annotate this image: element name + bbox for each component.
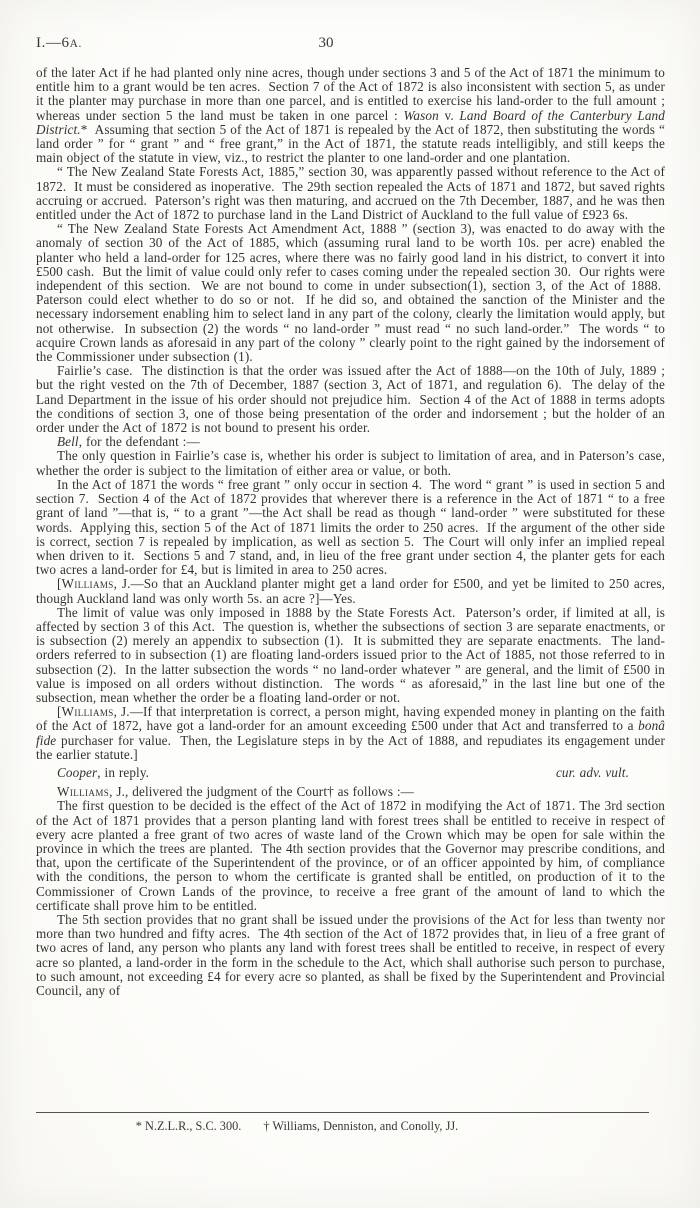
paragraph-6 bbox=[36, 449, 665, 477]
paragraph-12 bbox=[36, 785, 665, 799]
text-run: , in reply. bbox=[97, 765, 150, 781]
paragraph-3 bbox=[36, 222, 665, 364]
paragraph-4 bbox=[36, 364, 665, 435]
italic-run: Cooper bbox=[57, 765, 98, 781]
paragraph-14 bbox=[36, 913, 665, 998]
smallcaps-run: Williams bbox=[61, 704, 114, 720]
text-run: “ The New Zealand State Forests Act, 1885,” section 30, was apparently passed without reference to the Act of 1872. It must be considered as inoperative. The 29th section repealed the Acts of 1871 and 1872, but saved rights accruing or accrued. Paterson’s right was then maturing, and accrued on the 7th December, 1887, and he was then entitled under the Act of 1872 to purchase land in the Land District of Auckland to the full value of £923 6s. bbox=[36, 164, 665, 223]
text-run: The only question in Fairlie’s case is, whether his order is subject to limitation of area, and in Paterson’s case, whether the order is subject to the limitation of either area or value, or both. bbox=[36, 448, 665, 478]
series-main: I.—6 bbox=[36, 35, 70, 51]
text-run: , J., delivered the judgment of the Court† as follows :— bbox=[109, 784, 414, 800]
footnotes bbox=[36, 1119, 558, 1134]
paragraph-10 bbox=[36, 705, 665, 762]
page-header bbox=[36, 35, 665, 55]
text-run: , J.—So that an Auckland planter might get a land order for £500, and yet be limited to 250 acres, though Auckland land was only worth 5s. an acre ?]—Yes. bbox=[36, 576, 665, 606]
series-suffix: A. bbox=[69, 38, 83, 50]
footnote-citation: * N.Z.L.R., S.C. 300. bbox=[135, 1119, 242, 1133]
italic-run: Bell bbox=[57, 434, 79, 450]
text-run: , for the defendant :— bbox=[78, 434, 200, 450]
paragraph-11 bbox=[36, 766, 665, 780]
paragraph-5 bbox=[36, 435, 665, 449]
footnote-divider bbox=[36, 1112, 649, 1113]
text-run: v. bbox=[438, 107, 460, 123]
page-number: 30 bbox=[318, 35, 334, 51]
paragraph-7 bbox=[36, 478, 665, 577]
text-run: , J.—If that interpretation is correct, a person might, having expended money in planting on the faith of the Act of 1872, have got a land-order for an amount exceeding £500 under that Act and transferred to a bbox=[36, 704, 665, 734]
cur-adv-vult-note: cur. adv. vult. bbox=[555, 765, 629, 781]
paragraph-1 bbox=[36, 66, 665, 165]
paragraph-9 bbox=[36, 606, 665, 705]
smallcaps-run: Williams bbox=[57, 784, 110, 800]
text-run: “ The New Zealand State Forests Act Amendment Act, 1888 ” (section 3), was enacted to do away with the anomaly of section 30 of the Act of 1885, which (assuming rural land to be worth 10s. per acre) enabled the planter who held a land-order for 125 acres, where there was no fairly good land in his district, to convert it into £500 cash. But the limit of value could only refer to cases coming under the repealed section 30. Our rights were independent of this section. We are not bound to come in under subsection(1), section 3, of the Act of 1888. Paterson could elect whether to do so or not. If he did so, and obtained the sanction of the Minister and the necessary indorsement enabling him to select land in any part of the colony, clearly the limitation would apply, but not otherwise. In subsection (2) the words “ no land-order ” must read “ no such land-order.” The words “ to acquire Crown lands as aforesaid in any part of the colony ” clearly point to the right gained by the indorsement of the Commissioner under subsection (1). bbox=[36, 221, 665, 365]
paragraph-8 bbox=[36, 577, 665, 605]
italic-run: Land Board of the Canterbury Land District. bbox=[36, 107, 665, 137]
text-run: purchaser for value. Then, the Legislature steps in by the Act of 1888, and repudiates its engagement under the earlier statute.] bbox=[36, 732, 665, 762]
judgment-text bbox=[36, 66, 665, 998]
smallcaps-run: Williams bbox=[61, 576, 114, 592]
italic-run: bonâ fide bbox=[36, 718, 665, 748]
text-run: The first question to be decided is the effect of the Act of 1872 in modifying the Act of 1871. The 3rd section of the Act of 1871 provides that a person planting land with forest trees shall be entitled to receive in respect of every acre planted a free grant of two acres of waste land of the Crown which may be open for sale within the province in which the trees are planted. The 4th section provides that the Governor may prescribe conditions, and that, upon the certificate of the Superintendent of the province, or of an officer appointed by him, of compliance with the conditions, the person to whom the certificate is granted shall be entitled, on production of it to the Commissioner of Crown Lands of the province, to receive a free grant of the amount of land to which the certificate shall prove him to be entitled. bbox=[36, 798, 665, 913]
text-run: [ bbox=[57, 704, 62, 720]
italic-run: Wason bbox=[403, 107, 439, 123]
report-series-label bbox=[36, 35, 82, 52]
text-run: The limit of value was only imposed in 1888 by the State Forests Act. Paterson’s order, if limited at all, is affected by section 3 of this Act. The question is, whether the subsections of section 3 are separate enactments, or is subsection (2) merely an appendix to subsection (1). It is submitted they are separate enactments. The land-orders referred to in subsection (1) are floating land-orders issued prior to the Act of 1885, not those referred to in subsection (2). In the latter subsection the words “ no land-order whatever ” are general, and the limit of £500 in value is imposed on all orders without distinction. The words “ as aforesaid,” in the last line but one of the subsection, mean whether the order be a floating land-order or not. bbox=[36, 604, 665, 705]
text-run: In the Act of 1871 the words “ free grant ” only occur in section 4. The word “ grant ” is used in section 5 and section 7. Section 4 of the Act of 1872 provides that wherever there is a reference in the Act of 1871 “ to a free grant of land ”—that is, “ to a grant ”—the Act shall be read as though “ land-order ” were substituted for these words. Applying this, section 5 of the Act of 1871 limits the order to 250 acres. If the argument of the other side is correct, section 7 is repealed by implication, as well as section 5. The Court will only infer an implied repeal when driven to it. Sections 5 and 7 stand, and, in lieu of the free grant under section 4, the planter gets for each two acres a land-order for £4, but is limited in area to 250 acres. bbox=[36, 476, 665, 578]
text-run: The 5th section provides that no grant shall be issued under the provisions of the Act for less than twenty nor more than two hundred and fifty acres. The 4th section of the Act of 1872 provides that, in lieu of a free grant of two acres of land, any person who plants any land with forest trees shall be entitled to receive, in respect of every acre so planted, a land-order in the form in the schedule to the Act, which shall authorise such person to purchase, to such amount, not exceeding £4 for every acre so planted, as shall be fixed by the Superintendent and Provincial Council, any of bbox=[36, 911, 665, 998]
text-run: * Assuming that section 5 of the Act of 1871 is repealed by the Act of 1872, then substituting the words “ land order ” for “ grant ” and “ free grant,” in the Act of 1871, the statute reads intelligibly, and still keeps the main object of the statute in view, viz., to restrict the planter to one land-order and one plantation. bbox=[36, 121, 665, 166]
paragraph-2 bbox=[36, 165, 665, 222]
footnote-judges: † Williams, Denniston, and Conolly, JJ. bbox=[263, 1119, 459, 1133]
paragraph-13 bbox=[36, 799, 665, 913]
text-run: of the later Act if he had planted only nine acres, though under sections 3 and 5 of the Act of 1871 the minimum to entitle him to a grant would be ten acres. Section 7 of the Act of 1872 is also inconsistent with section 5, as under it the planter may purchase in more than one parcel, and is entitled to exercise his land-order to the full amount ; whereas under section 5 the land must be taken in one parcel : bbox=[36, 65, 665, 123]
text-run: [ bbox=[57, 576, 62, 592]
text-run: Fairlie’s case. The distinction is that the order was issued after the Act of 1888—on the 10th of July, 1889 ; but the right vested on the 7th of December, 1887 (section 3, Act of 1871, and regulation 6). The delay of the Land Department in the issue of his order should not prejudice him. Section 4 of the Act of 1888 in terms adopts the conditions of section 3, one of those being presentation of the order and indorsement ; but the holder of an order under the Act of 1872 is not bound to present his order. bbox=[36, 363, 665, 436]
